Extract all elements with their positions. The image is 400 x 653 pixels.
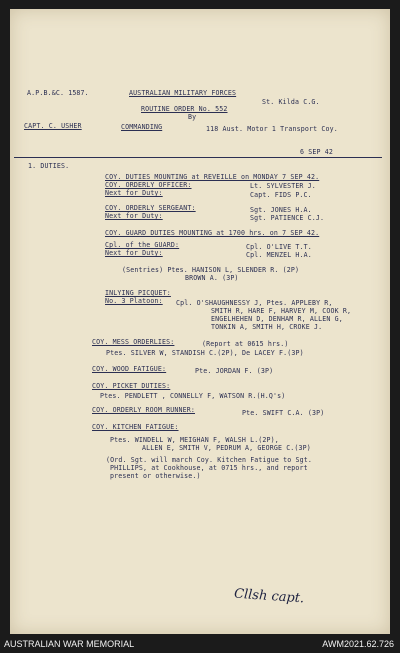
mess-orderlies-label: COY. MESS ORDERLIES:	[92, 338, 175, 346]
place-name: St. Kilda C.G.	[262, 98, 320, 106]
picquet-line-4: TONKIN A, SMITH H, CROKE J.	[211, 323, 323, 331]
next-for-duty-label: Next for Duty:	[105, 189, 163, 197]
kitchen-note-line-2: PHILLIPS, at Cookhouse, at 0715 hrs., and report	[110, 464, 308, 472]
next-for-duty-label: Next for Duty:	[105, 212, 163, 220]
orderly-sergeant-label: COY. ORDERLY SERGEANT:	[105, 204, 196, 212]
next-for-duty-label: Next for Duty:	[105, 249, 163, 257]
section-heading: 1. DUTIES.	[28, 162, 70, 170]
kitchen-note-line-3: present or otherwise.)	[110, 472, 201, 480]
cpl-of-guard-label: Cpl. of the GUARD:	[105, 241, 180, 249]
picquet-line-1: Cpl. O'SHAUGHNESSY J, Ptes. APPLEBY R,	[176, 299, 333, 307]
picquet-line-2: SMITH R, HARE F, HARVEY M, COOK R,	[211, 307, 352, 315]
order-number: ROUTINE ORDER No. 552	[141, 105, 228, 113]
next-officer-name: Capt. FIDS P.C.	[250, 191, 312, 199]
unit-name: 118 Aust. Motor 1 Transport Coy.	[206, 125, 338, 133]
handwritten-signature: Cllsh capt.	[233, 586, 305, 607]
orderly-officer-name: Lt. SYLVESTER J.	[250, 182, 316, 190]
form-reference: A.P.B.&C. 1587.	[27, 89, 89, 97]
archive-reference: AWM2021.62.726	[322, 639, 394, 649]
sentries-line-2: BROWN A. (3P)	[185, 274, 239, 282]
picket-duties-label: COY. PICKET DUTIES:	[92, 382, 171, 390]
header-rule	[14, 157, 382, 158]
orderly-room-runner-label: COY. ORDERLY ROOM RUNNER:	[92, 406, 195, 414]
guard-duties-heading: COY. GUARD DUTIES MOUNTING at 1700 hrs. on 7 SEP 42.	[105, 229, 320, 237]
inlying-picquet-label: INLYING PICQUET:	[105, 289, 171, 297]
order-date: 6 SEP 42	[300, 148, 333, 156]
archive-name: AUSTRALIAN WAR MEMORIAL	[4, 639, 135, 649]
kitchen-fatigue-line-2: ALLEN E, SMITH V, PEDRUM A, GEORGE C.(3P)	[142, 444, 311, 452]
next-sergeant-name: Sgt. PATIENCE C.J.	[250, 214, 325, 222]
picquet-line-3: ENGELHEHEN D, DENHAM R, ALLEN G,	[211, 315, 343, 323]
wood-fatigue-label: COY. WOOD FATIGUE:	[92, 365, 167, 373]
organisation-heading: AUSTRALIAN MILITARY FORCES	[129, 89, 237, 97]
kitchen-note-line-1: (Ord. Sgt. will march Coy. Kitchen Fatigue to Sgt.	[106, 456, 312, 464]
orderly-sergeant-name: Sgt. JONES H.A.	[250, 206, 312, 214]
picket-duties-names: Ptes. PENDLETT , CONNELLY F, WATSON R.(H.Q's)	[100, 392, 286, 400]
commanding-label: COMMANDING	[121, 123, 163, 131]
mess-orderlies-names: Ptes. SILVER W, STANDISH C.(2P), De LACEY F.(3P)	[106, 349, 304, 357]
cpl-of-guard-name: Cpl. O'LIVE T.T.	[246, 243, 312, 251]
kitchen-fatigue-label: COY. KITCHEN FATIGUE:	[92, 423, 179, 431]
wood-fatigue-name: Pte. JORDAN F. (3P)	[195, 367, 274, 375]
duties-heading: COY. DUTIES MOUNTING at REVEILLE on MONDAY 7 SEP 42.	[105, 173, 320, 181]
kitchen-fatigue-line-1: Ptes. WINDELL W, MEIGHAN F, WALSH L.(2P),	[110, 436, 279, 444]
by-line: By	[188, 113, 197, 121]
orderly-room-runner-name: Pte. SWIFT C.A. (3P)	[242, 409, 325, 417]
next-cpl-name: Cpl. MENZEL H.A.	[246, 251, 312, 259]
sentries-line: (Sentries) Ptes. HANISON L, SLENDER R. (2P)	[122, 266, 300, 274]
platoon-label: No. 3 Platoon:	[105, 297, 163, 305]
document-page	[10, 9, 390, 634]
mess-report-time: (Report at 0615 hrs.)	[202, 340, 289, 348]
orderly-officer-label: COY. ORDERLY OFFICER:	[105, 181, 192, 189]
captain-name: CAPT. C. USHER	[24, 122, 82, 130]
archive-footer	[0, 634, 400, 653]
